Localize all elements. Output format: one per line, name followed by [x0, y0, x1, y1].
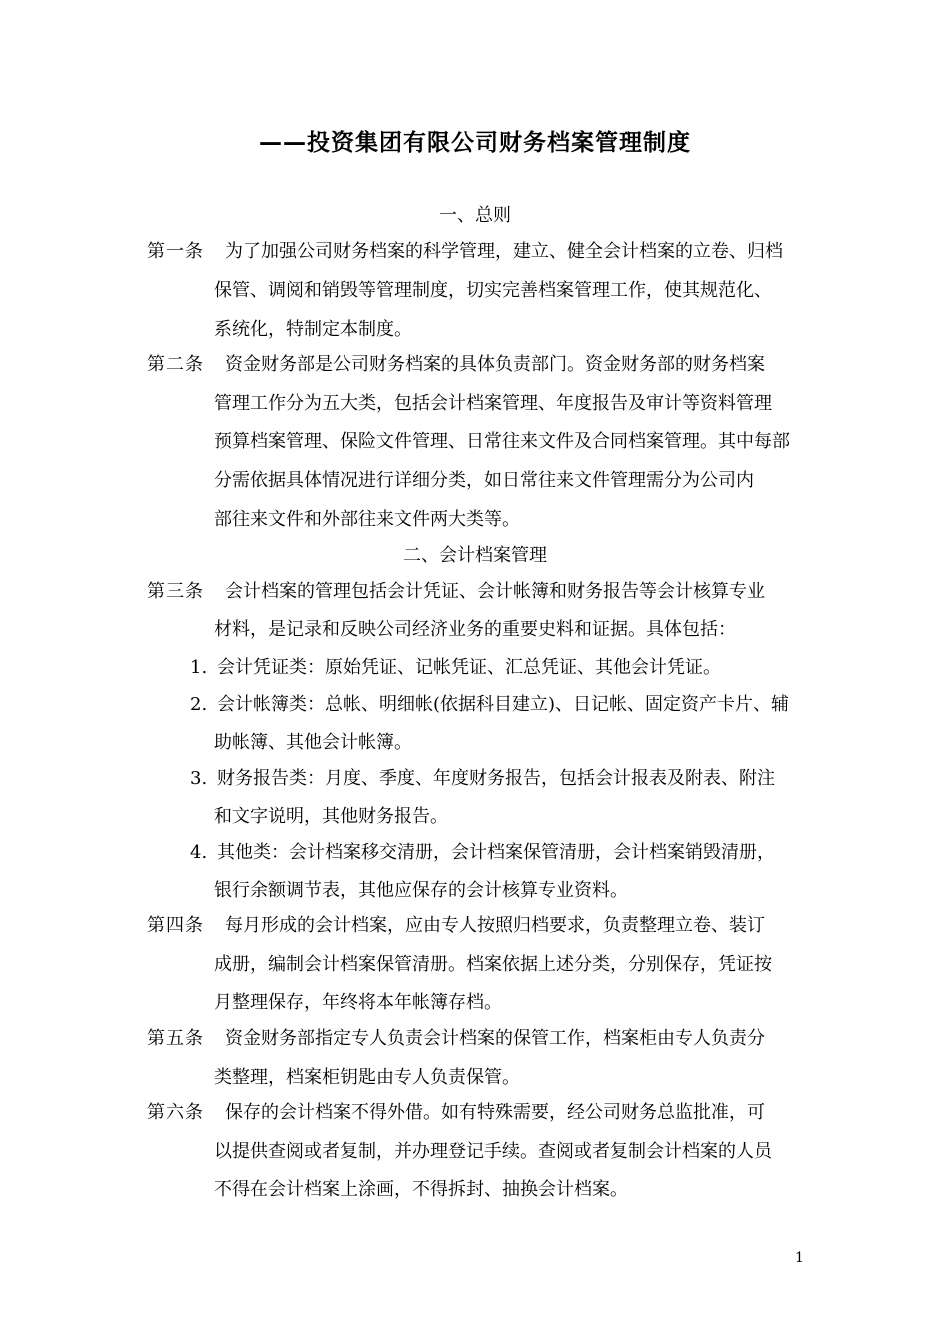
- article-label: 第六条: [147, 1102, 204, 1123]
- list-item-number: 1.: [190, 657, 208, 678]
- article-text: 材料，是记录和反映公司经济业务的重要史料和证据。具体包括：: [214, 619, 736, 640]
- article-text: 以提供查阅或者复制，并办理登记手续。查阅或者复制会计档案的人员: [214, 1141, 772, 1162]
- list-item-number: 4.: [190, 842, 208, 863]
- article-label: 第三条: [147, 581, 204, 602]
- article-text: 保管、调阅和销毁等管理制度，切实完善档案管理工作，使其规范化、: [214, 280, 772, 301]
- list-item-text: 财务报告类：月度、季度、年度财务报告，包括会计报表及附表、附注: [217, 768, 775, 789]
- article-label: 第五条: [147, 1028, 204, 1049]
- list-item: [190, 656, 721, 680]
- list-item-number: 3.: [190, 768, 208, 789]
- article-text: 不得在会计档案上涂画，不得拆封、抽换会计档案。: [214, 1179, 628, 1200]
- article-6: [147, 1101, 765, 1125]
- article-5: [147, 1027, 765, 1051]
- article-text: 类整理，档案柜钥匙由专人负责保管。: [214, 1067, 520, 1088]
- list-item-text: 会计凭证类：原始凭证、记帐凭证、汇总凭证、其他会计凭证。: [217, 657, 721, 678]
- article-text: 资金财务部指定专人负责会计档案的保管工作，档案柜由专人负责分: [225, 1028, 765, 1049]
- section-heading-accounting-archives: 二、会计档案管理: [403, 545, 547, 566]
- article-text: 保存的会计档案不得外借。如有特殊需要，经公司财务总监批准，可: [225, 1102, 765, 1123]
- page-number: 1: [795, 1250, 804, 1266]
- list-item: [190, 841, 775, 865]
- article-text: 部往来文件和外部往来文件两大类等。: [214, 509, 520, 530]
- article-text: 管理工作分为五大类，包括会计档案管理、年度报告及审计等资料管理: [214, 393, 772, 414]
- list-item-text: 其他类：会计档案移交清册，会计档案保管清册，会计档案销毁清册，: [217, 842, 775, 863]
- document-title: ——投资集团有限公司财务档案管理制度: [259, 130, 691, 156]
- section-heading-general: 一、总则: [439, 205, 511, 226]
- article-label: 第二条: [147, 354, 204, 375]
- list-item-text: 会计帐簿类：总帐、明细帐(依据科目建立)、日记帐、固定资产卡片、辅: [217, 694, 790, 715]
- list-item-text: 银行余额调节表，其他应保存的会计核算专业资料。: [214, 880, 628, 901]
- article-label: 第四条: [147, 915, 204, 936]
- list-item: [190, 767, 775, 791]
- list-item: [190, 693, 789, 717]
- article-text: 成册，编制会计档案保管清册。档案依据上述分类，分别保存，凭证按: [214, 954, 772, 975]
- article-1: [147, 240, 783, 264]
- article-text: 资金财务部是公司财务档案的具体负责部门。资金财务部的财务档案: [225, 354, 765, 375]
- article-3: [147, 580, 765, 604]
- article-text: 每月形成的会计档案，应由专人按照归档要求，负责整理立卷、装订: [225, 915, 765, 936]
- article-text: 会计档案的管理包括会计凭证、会计帐簿和财务报告等会计核算专业: [225, 581, 765, 602]
- article-4: [147, 914, 765, 938]
- article-label: 第一条: [147, 241, 204, 262]
- list-item-text: 和文字说明，其他财务报告。: [214, 806, 448, 827]
- list-item-number: 2.: [190, 694, 208, 715]
- list-item-text: 助帐簿、其他会计帐簿。: [214, 732, 412, 753]
- article-text: 分需依据具体情况进行详细分类，如日常往来文件管理需分为公司内: [214, 470, 754, 491]
- article-text: 预算档案管理、保险文件管理、日常往来文件及合同档案管理。其中每部: [214, 431, 790, 452]
- article-text: 月整理保存，年终将本年帐簿存档。: [214, 992, 502, 1013]
- article-2: [147, 353, 765, 377]
- article-text: 为了加强公司财务档案的科学管理，建立、健全会计档案的立卷、归档: [225, 241, 783, 262]
- article-text: 系统化，特制定本制度。: [214, 319, 412, 340]
